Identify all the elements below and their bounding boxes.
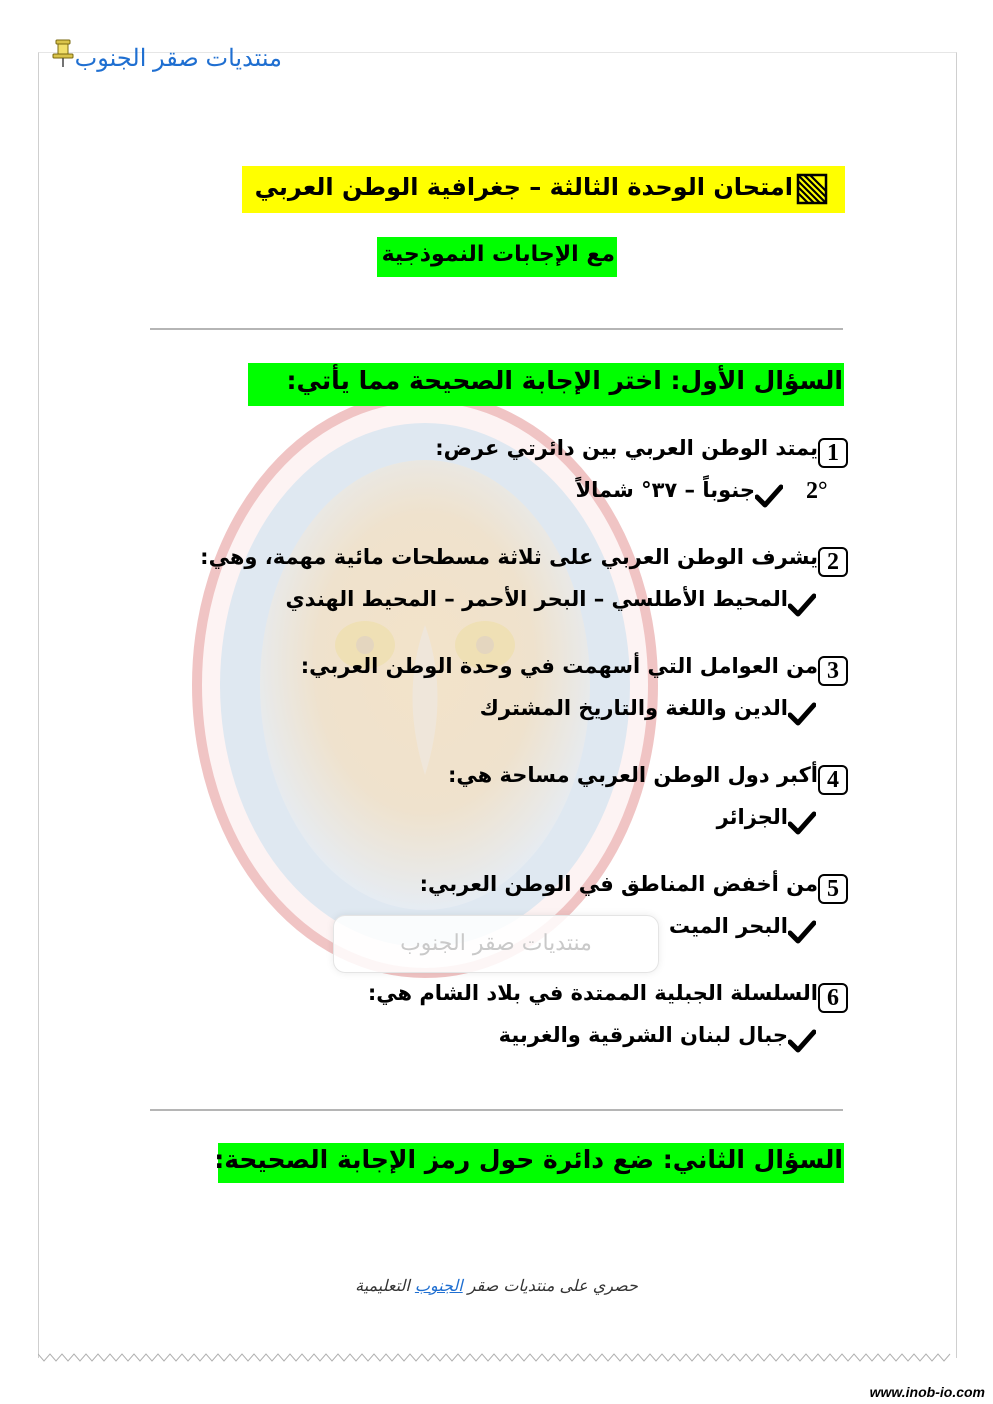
footer-text-after: التعليمية [355, 1276, 415, 1295]
answer-text: الدين واللغة والتاريخ المشترك [479, 696, 788, 720]
question-number: 2 [818, 547, 848, 577]
question-text: من أخفض المناطق في الوطن العربي: [419, 872, 818, 896]
answer-text: المحيط الأطلسي – البحر الأحمر – المحيط الهندي [285, 587, 788, 611]
answer-text: جبال لبنان الشرقية والغربية [498, 1023, 788, 1047]
check-icon [788, 811, 816, 835]
site-header[interactable] [42, 44, 282, 78]
check-icon [788, 593, 816, 617]
divider [150, 328, 843, 330]
question-text: أكبر دول الوطن العربي مساحة هي: [447, 763, 818, 787]
section2-heading: السؤال الثاني: ضع دائرة حول رمز الإجابة الصحيحة: [214, 1145, 843, 1174]
pushpin-icon [50, 38, 76, 68]
question-number: 4 [818, 765, 848, 795]
site-name: منتديات صقر الجنوب [74, 45, 282, 72]
answer-prefix: 2° [806, 478, 828, 504]
answer-text: البحر الميت [668, 914, 788, 938]
corner-url[interactable]: www.inob-io.com [869, 1384, 985, 1400]
question-text: يمتد الوطن العربي بين دائرتي عرض: [435, 436, 818, 460]
check-icon [788, 702, 816, 726]
answer-text: جنوباً – ٣٧° شمالاً [575, 478, 755, 502]
page-bottom-border [38, 1352, 955, 1362]
check-icon [755, 484, 783, 508]
question-number: 3 [818, 656, 848, 686]
page-title: امتحان الوحدة الثالثة – جغرافية الوطن العربي [254, 173, 793, 201]
question-number: 6 [818, 983, 848, 1013]
striped-square-icon [796, 173, 828, 205]
section1-heading: السؤال الأول: اختر الإجابة الصحيحة مما يأتي: [286, 366, 843, 395]
answer-text: الجزائر [716, 805, 788, 829]
question-number: 5 [818, 874, 848, 904]
divider [150, 1109, 843, 1111]
watermark-label: منتديات صقر الجنوب [333, 915, 659, 973]
question-number: 1 [818, 438, 848, 468]
question-text: السلسلة الجبلية الممتدة في بلاد الشام هي: [367, 981, 818, 1005]
footer-text-before: حصري على منتديات صقر [462, 1276, 638, 1295]
question-text: من العوامل التي أسهمت في وحدة الوطن العربي: [300, 654, 818, 678]
footer-note [0, 1276, 993, 1295]
question-text: يشرف الوطن العربي على ثلاثة مسطحات مائية مهمة، وهي: [200, 545, 818, 569]
footer-link[interactable]: الجنوب [414, 1276, 463, 1295]
check-icon [788, 1029, 816, 1053]
check-icon [788, 920, 816, 944]
page-subtitle: مع الإجابات النموذجية [381, 242, 615, 267]
